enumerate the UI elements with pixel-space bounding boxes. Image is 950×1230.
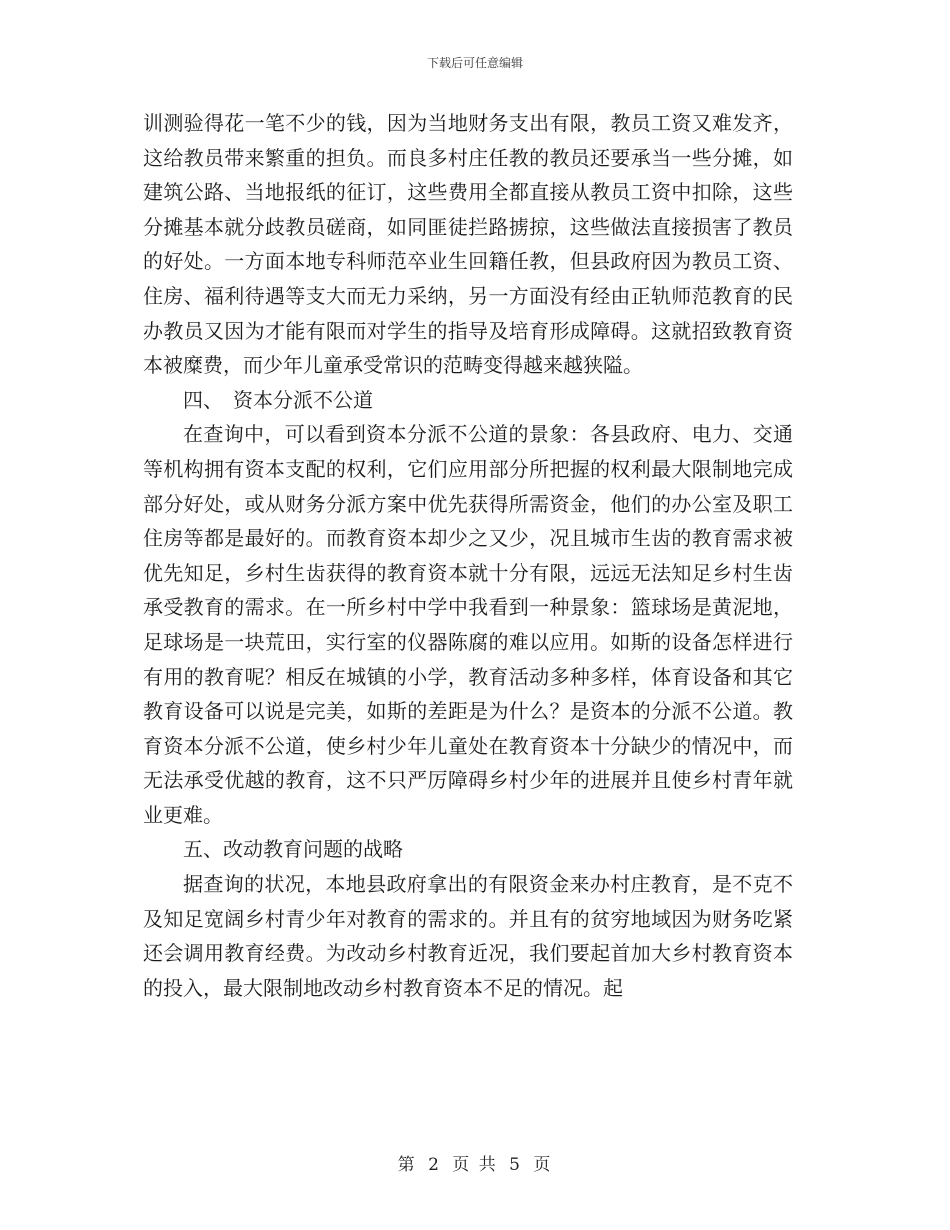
footer-prefix: 第 [397, 1155, 417, 1175]
paragraph-resource-allocation: 在查询中，可以看到资本分派不公道的景象：各县政府、电力、交通等机构拥有资本支配的权利，它们应用部分所把握的权利最大限制地完成部分好处，或从财务分派方案中优先获得所需资金，他们的办公室及职工住房等都是最好的。而教育资本却少之又少，况且城市生齿的教育需求被优先知足，乡村生齿获得的教育资本就十分有限，远远无法知足乡村生齿承受教育的需求。在一所乡村中学中我看到一种景象：篮球场是黄泥地，足球场是一块荒田，实行室的仪器陈腐的难以应用。如斯的设备怎样进行有用的教育呢？相反在城镇的小学，教育活动多种多样，体育设备和其它教育设备可以说是完美，如斯的差距是为什么？是资本的分派不公道。教育资本分派不公道，使乡村少年儿童处在教育资本十分缺少的情况中，而无法承受优越的教育，这不只严厉障碍乡村少年的进展并且使乡村青年就业更难。 [143, 422, 793, 827]
footer-middle: 页 共 [452, 1155, 498, 1175]
footer-current-page: 2 [428, 1155, 441, 1175]
paragraph-strategy: 据查询的状况，本地县政府拿出的有限资金来办村庄教育，是不克不及知足宽阔乡村青少年对教育的需求的。并且有的贫穷地域因为财务吃紧还会调用教育经费。为改动乡村教育近况，我们要起首加大乡村教育资本的投入，最大限制地改动乡村教育资本不足的情况。起 [143, 872, 793, 1000]
footer-suffix: 页 [533, 1155, 553, 1175]
page-footer [0, 1150, 950, 1175]
footer-total-pages: 5 [509, 1155, 522, 1175]
paragraph-continued: 训测验得花一笔不少的钱，因为当地财务支出有限，教员工资又难发齐，这给教员带来繁重的担负。而良多村庄任教的教员还要承当一些分摊，如建筑公路、当地报纸的征订，这些费用全都直接从教员工资中扣除，这些分摊基本就分歧教员磋商，如同匪徒拦路掳掠，这些做法直接损害了教员的好处。一方面本地专科师范卒业生回籍任教，但县政府因为教员工资、住房、福利待遇等支大而无力采纳，另一方面没有经由正轨师范教育的民办教员又因为才能有限而对学生的指导及培育形成障碍。这就招致教育资本被糜费，而少年儿童承受常识的范畴变得越来越狭隘。 [143, 111, 793, 378]
page-header: 下载后可任意编辑 [426, 56, 523, 70]
section-heading-5: 五、改动教育问题的战略 [183, 837, 403, 862]
document-body [143, 106, 793, 1005]
section-heading-4: 四、 资本分派不公道 [183, 387, 373, 412]
